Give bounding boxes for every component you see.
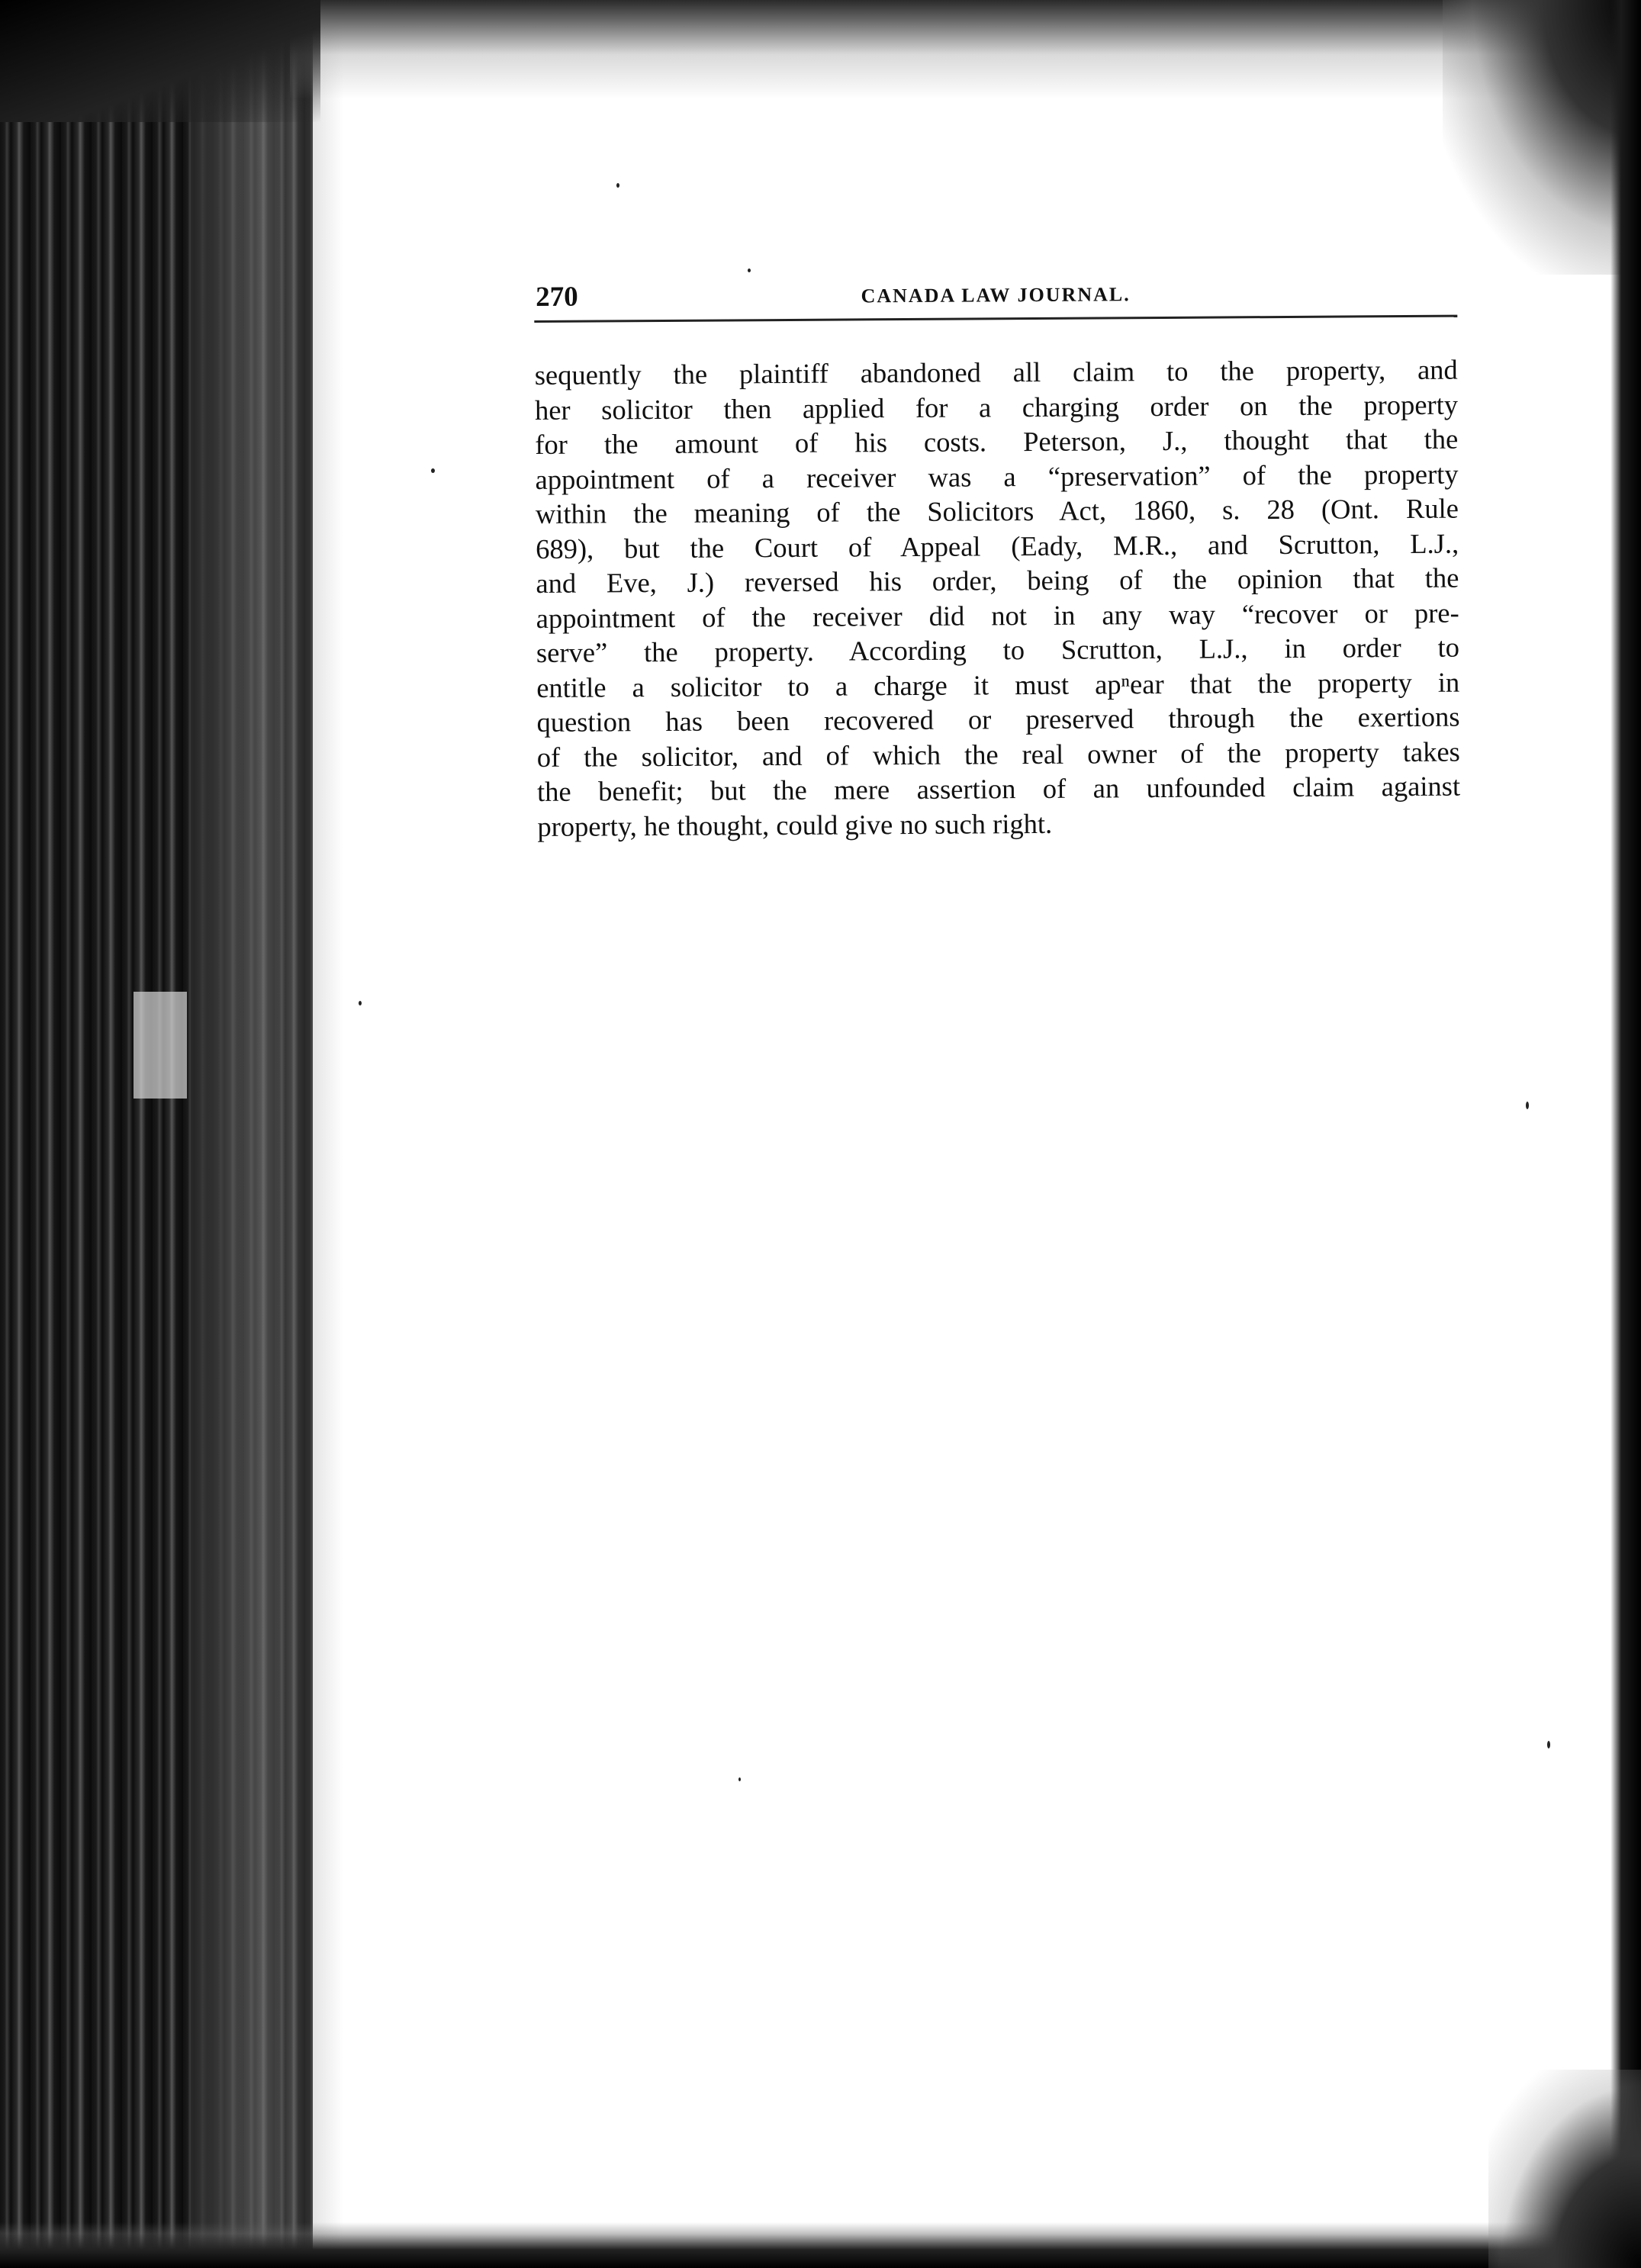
page-number: 270 — [536, 281, 578, 313]
speck — [616, 183, 619, 188]
speck — [359, 1001, 362, 1005]
bottom-right-corner-shadow — [1488, 2070, 1641, 2268]
page-content — [534, 275, 1460, 844]
text-line: within the meaning of the Solicitors Act, 1860, s. 28 (Ont. Rule — [535, 492, 1459, 529]
text-line: question has been recovered or preserved through the exertions — [536, 700, 1460, 738]
text-line: the benefit; but the mere assertion of an unfounded claim against — [536, 770, 1461, 807]
speck — [1547, 1741, 1550, 1748]
text-line: and Eve, J.) reversed his order, being of the opinion that the — [536, 561, 1459, 599]
binding-highlight — [134, 992, 187, 1099]
text-line: appointment of the receiver did not in any way “recover or pre- — [536, 597, 1459, 634]
body-paragraph — [535, 352, 1461, 844]
text-line: serve” the property. According to Scrutton, L.J., in order to — [536, 631, 1460, 668]
top-left-corner-shadow — [0, 0, 320, 122]
top-page-edge — [290, 0, 1641, 99]
text-line: 689), but the Court of Appeal (Eady, M.R., and Scrutton, L.J., — [536, 527, 1459, 565]
text-line: sequently the plaintiff abandoned all claim to the property, and — [534, 353, 1458, 391]
journal-title: CANADA LAW JOURNAL. — [861, 283, 1131, 307]
text-line: of the solicitor, and of which the real owner of the property takes — [536, 735, 1460, 773]
binding-gradient — [191, 0, 343, 2268]
running-head — [534, 275, 1457, 323]
bottom-page-edge — [0, 2222, 1641, 2268]
speck — [738, 1777, 741, 1781]
text-line: for the amount of his costs. Peterson, J., thought that the — [535, 423, 1459, 460]
text-line: her solicitor then applied for a charging order on the property — [534, 388, 1459, 426]
text-line: entitle a solicitor to a charge it must apⁿear that the property in — [536, 666, 1460, 703]
right-page-edge — [1610, 0, 1641, 2268]
speck — [431, 468, 435, 473]
text-line: property, he thought, could give no such right. — [537, 807, 1053, 842]
text-line: appointment of a receiver was a “preservation” of the property — [535, 458, 1459, 495]
speck — [1526, 1102, 1529, 1109]
speck — [748, 269, 751, 272]
